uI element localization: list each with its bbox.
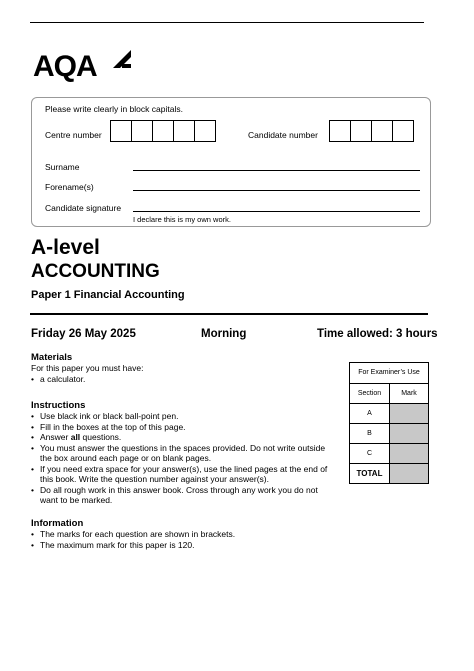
centre-number-digit[interactable] <box>194 120 216 142</box>
section-label: C <box>350 444 390 463</box>
aqa-logo: AQA <box>33 50 97 83</box>
centre-number-digit[interactable] <box>110 120 132 142</box>
table-total-row <box>350 464 428 483</box>
candidate-number-digit[interactable] <box>329 120 351 142</box>
mark-cell <box>390 404 428 423</box>
table-row <box>350 404 428 424</box>
candidate-number-label: Candidate number <box>248 130 318 140</box>
aqa-slash-mark-icon <box>111 48 133 70</box>
materials-section <box>31 352 331 384</box>
paper-title: Paper 1 Financial Accounting <box>31 289 185 301</box>
examiners-use-table <box>349 362 429 484</box>
mark-cell <box>390 444 428 463</box>
section-label: B <box>350 424 390 443</box>
candidate-number-boxes[interactable] <box>329 120 414 142</box>
section-label: A <box>350 404 390 423</box>
time-allowed: Time allowed: 3 hours <box>317 328 438 340</box>
top-rule <box>30 22 424 23</box>
centre-number-digit[interactable] <box>131 120 153 142</box>
form-instruction: Please write clearly in block capitals. <box>45 104 183 114</box>
declaration-text: I declare this is my own work. <box>133 215 231 224</box>
qualification-level: A-level <box>31 236 100 259</box>
exam-session: Morning <box>201 328 247 340</box>
candidate-number-digit[interactable] <box>392 120 414 142</box>
instructions-section <box>31 400 331 506</box>
materials-item: • a calculator. <box>31 374 331 385</box>
centre-number-boxes[interactable] <box>110 120 216 142</box>
signature-label: Candidate signature <box>45 203 122 213</box>
surname-field[interactable] <box>133 170 420 171</box>
instruction-item: • If you need extra space for your answer(s), use the lined pages at the end of this book. Write the question number against your answer(s). <box>31 464 331 485</box>
title-divider <box>30 313 428 315</box>
centre-number-digit[interactable] <box>173 120 195 142</box>
mark-cell <box>390 424 428 443</box>
total-mark-cell <box>390 464 428 483</box>
instructions-heading: Instructions <box>31 400 86 411</box>
instruction-item: • Do all rough work in this answer book. Cross through any work you do not want to be marked. <box>31 485 331 506</box>
surname-label: Surname <box>45 162 80 172</box>
information-item: • The marks for each question are shown in brackets. <box>31 529 331 540</box>
centre-number-digit[interactable] <box>152 120 174 142</box>
candidate-number-digit[interactable] <box>371 120 393 142</box>
materials-intro: For this paper you must have: <box>31 363 144 373</box>
total-label: TOTAL <box>350 464 390 483</box>
table-header-row <box>350 384 428 404</box>
candidate-number-digit[interactable] <box>350 120 372 142</box>
section-column-header: Section <box>350 384 390 403</box>
instruction-item: • You must answer the questions in the spaces provided. Do not write outside the box around each page or on blank pages. <box>31 443 331 464</box>
materials-heading: Materials <box>31 352 73 363</box>
information-item: • The maximum mark for this paper is 120. <box>31 540 331 551</box>
table-row <box>350 424 428 444</box>
signature-field[interactable] <box>133 211 420 212</box>
instruction-item: • Fill in the boxes at the top of this page. <box>31 422 331 433</box>
subject-title: ACCOUNTING <box>31 261 160 282</box>
forename-label: Forename(s) <box>45 182 94 192</box>
table-row <box>350 444 428 464</box>
centre-number-label: Centre number <box>45 130 102 140</box>
mark-column-header: Mark <box>401 390 417 397</box>
exam-date: Friday 26 May 2025 <box>31 328 136 340</box>
forename-field[interactable] <box>133 190 420 191</box>
information-section <box>31 518 331 550</box>
examiners-use-title: For Examiner’s Use <box>350 363 428 384</box>
information-heading: Information <box>31 518 84 529</box>
instruction-item: • Answer all questions. <box>31 432 331 443</box>
instruction-item: • Use black ink or black ball-point pen. <box>31 411 331 422</box>
